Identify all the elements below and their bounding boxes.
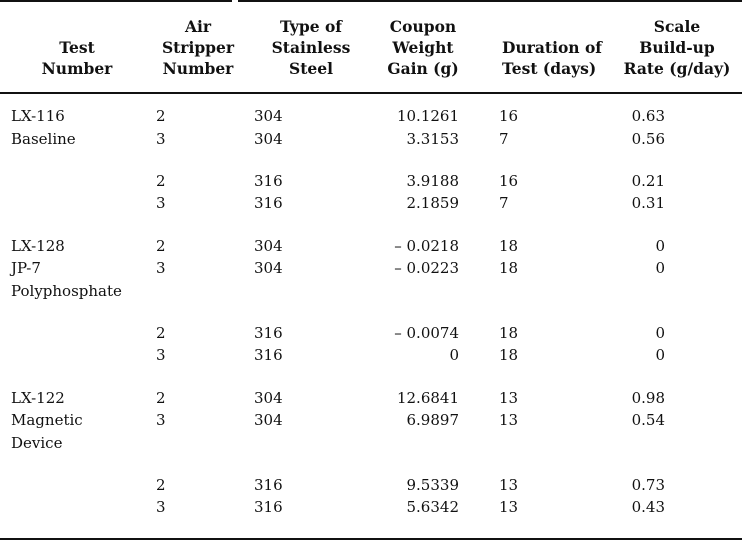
table-cell-weight-gain: – 0.0074: [394, 324, 459, 342]
table-cell-row-label: LX-128: [11, 237, 65, 255]
table-cell-row-label: JP-7: [11, 259, 41, 277]
table-top-rule: [0, 0, 742, 2]
table-cell-air-stripper-number: 2: [156, 324, 166, 342]
table-cell-duration-days: 13: [499, 476, 519, 494]
table-cell-row-label: Device: [11, 434, 63, 452]
table-cell-steel-type: 316: [254, 172, 283, 190]
table-cell-buildup-rate: 0: [655, 346, 665, 364]
table-bottom-rule: [0, 538, 742, 540]
table-cell-steel-type: 316: [254, 194, 283, 212]
table-cell-duration-days: 16: [499, 172, 519, 190]
table-cell-row-label: Polyphosphate: [11, 282, 122, 300]
table-cell-weight-gain: 2.1859: [406, 194, 459, 212]
table-cell-duration-days: 13: [499, 411, 519, 429]
table-cell-air-stripper-number: 3: [156, 259, 166, 277]
table-cell-buildup-rate: 0.63: [631, 107, 665, 125]
header-scale-buildup-rate: Scale Build-up Rate (g/day): [623, 17, 731, 78]
table-top-rule-gap: [232, 0, 238, 2]
table-cell-duration-days: 7: [499, 130, 509, 148]
table-cell-duration-days: 13: [499, 389, 519, 407]
table-cell-buildup-rate: 0.56: [631, 130, 665, 148]
table-cell-steel-type: 304: [254, 130, 283, 148]
table-cell-row-label: LX-122: [11, 389, 65, 407]
table-cell-air-stripper-number: 2: [156, 172, 166, 190]
table-cell-weight-gain: 5.6342: [406, 498, 459, 516]
table-cell-buildup-rate: 0: [655, 259, 665, 277]
table-cell-weight-gain: 3.3153: [406, 130, 459, 148]
table-cell-buildup-rate: 0.54: [631, 411, 665, 429]
table-cell-row-label: Baseline: [11, 130, 76, 148]
table-cell-weight-gain: – 0.0223: [394, 259, 459, 277]
table-cell-steel-type: 316: [254, 346, 283, 364]
table-cell-weight-gain: 0: [449, 346, 459, 364]
table-cell-duration-days: 13: [499, 498, 519, 516]
header-divider-rule: [0, 92, 742, 94]
table-cell-steel-type: 304: [254, 107, 283, 125]
table-cell-air-stripper-number: 3: [156, 194, 166, 212]
table-cell-steel-type: 316: [254, 498, 283, 516]
table-cell-duration-days: 16: [499, 107, 519, 125]
table-cell-steel-type: 304: [254, 389, 283, 407]
table-cell-weight-gain: 6.9897: [406, 411, 459, 429]
table-cell-weight-gain: 9.5339: [406, 476, 459, 494]
table-cell-row-label: Magnetic: [11, 411, 83, 429]
header-stainless-steel-type: Type of Stainless Steel: [271, 17, 351, 78]
table-cell-steel-type: 304: [254, 259, 283, 277]
table-cell-duration-days: 18: [499, 237, 519, 255]
table-cell-buildup-rate: 0: [655, 324, 665, 342]
table-cell-air-stripper-number: 3: [156, 498, 166, 516]
table-cell-air-stripper-number: 2: [156, 237, 166, 255]
table-cell-steel-type: 316: [254, 324, 283, 342]
table-cell-steel-type: 316: [254, 476, 283, 494]
table-cell-weight-gain: 10.1261: [396, 107, 459, 125]
table-cell-buildup-rate: 0.31: [631, 194, 665, 212]
table-cell-air-stripper-number: 3: [156, 130, 166, 148]
table-cell-air-stripper-number: 2: [156, 476, 166, 494]
header-air-stripper-number: Air Stripper Number: [161, 17, 235, 78]
header-test-number: Test Number: [41, 38, 113, 78]
table-cell-duration-days: 18: [499, 259, 519, 277]
table-cell-air-stripper-number: 3: [156, 346, 166, 364]
header-test-duration: Duration of Test (days): [502, 38, 602, 78]
table-cell-steel-type: 304: [254, 237, 283, 255]
table-cell-duration-days: 7: [499, 194, 509, 212]
table-cell-air-stripper-number: 2: [156, 389, 166, 407]
table-cell-steel-type: 304: [254, 411, 283, 429]
table-cell-weight-gain: – 0.0218: [394, 237, 459, 255]
table-cell-row-label: LX-116: [11, 107, 65, 125]
table-cell-weight-gain: 3.9188: [406, 172, 459, 190]
table-cell-duration-days: 18: [499, 346, 519, 364]
table-cell-buildup-rate: 0.21: [631, 172, 665, 190]
table-cell-buildup-rate: 0: [655, 237, 665, 255]
header-coupon-weight-gain: Coupon Weight Gain (g): [387, 17, 459, 78]
table-cell-buildup-rate: 0.98: [631, 389, 665, 407]
table-cell-air-stripper-number: 3: [156, 411, 166, 429]
table-cell-buildup-rate: 0.73: [631, 476, 665, 494]
table-cell-air-stripper-number: 2: [156, 107, 166, 125]
table-cell-weight-gain: 12.6841: [396, 389, 459, 407]
table-cell-buildup-rate: 0.43: [631, 498, 665, 516]
table-cell-duration-days: 18: [499, 324, 519, 342]
